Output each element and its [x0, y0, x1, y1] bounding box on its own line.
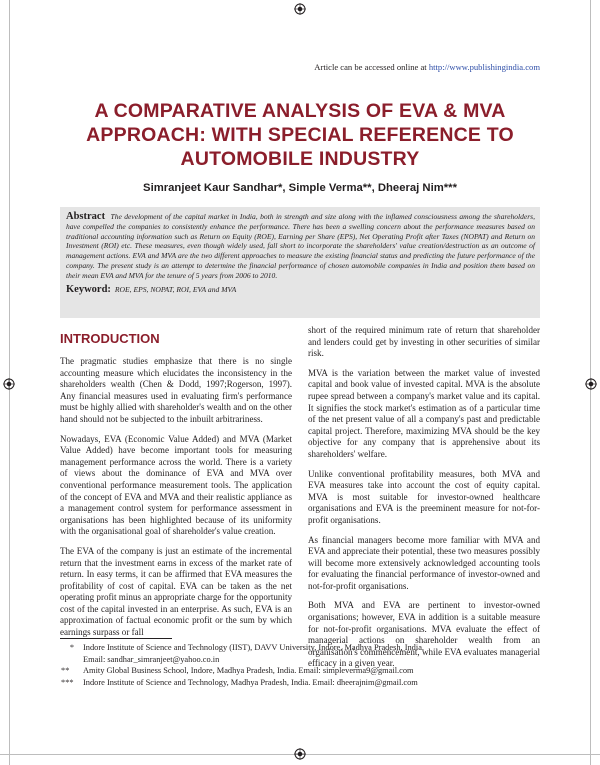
access-line	[314, 62, 540, 72]
footnote-mark: **	[61, 666, 70, 675]
footnote	[60, 642, 540, 665]
keywords-line	[66, 284, 535, 295]
body-paragraph: short of the required minimum rate of return that shareholder and lenders could get by investing in other securities of similar risk.	[308, 325, 540, 359]
footnote-line: Amity Global Business School, Indore, Madhya Pradesh, India. Email: simpleverma9@gmail.com	[83, 666, 414, 675]
paper-title: A COMPARATIVE ANALYSIS OF EVA & MVA APPROACH: WITH SPECIAL REFERENCE TO AUTOMOBILE INDUSTRY	[86, 100, 514, 170]
footnote-line: Indore Institute of Science and Technology, Madhya Pradesh, India. Email: dheerajnim@gmail.com	[83, 677, 418, 687]
abstract-label: Abstract	[66, 211, 106, 222]
registration-mark-top-icon	[294, 3, 306, 15]
footnote-body	[83, 677, 418, 689]
body-paragraph: Both MVA and EVA are pertinent to investor-owned organisations; however, EVA in addition is a suitable measure for not-for-profit organisations. MVA evaluate the effect of managerial actions on shareholder wealth from an organisation's commencement, while EVA evaluates managerial efficacy in a given year.	[308, 600, 540, 669]
footnote	[60, 665, 540, 677]
access-link[interactable]: http://www.publishingindia.com	[428, 62, 540, 72]
registration-mark-bottom-icon	[294, 748, 306, 760]
body-paragraph: The pragmatic studies emphasize that there is no single accounting measure which elucidates the inconsistency in the shareholders wealth (Chen & Dodd, 1997;Rogerson, 1997). Any financial measures used in evaluating firm's performance must be highly allied with shareholder's wealth and on the other hand should not be subjected to the inbuilt arbitrariness.	[60, 356, 292, 424]
footnotes	[60, 642, 540, 688]
registration-mark-right-icon	[585, 378, 597, 390]
keywords-text: ROE, EPS, NOPAT, ROI, EVA and MVA	[114, 285, 237, 295]
body-paragraph: MVA is the variation between the market value of invested capital and book value of invested capital. MVA is the absolute rupee spread between a company's market value and its capital. It signifies the stock market's estimation as of a particular time of the net present value of all a company's past and predictable capital project. Therefore, maximizing MVA should be the key objective for any company that is apprehensive about its shareholders' welfare.	[308, 367, 540, 459]
body-paragraph: As financial managers become more familiar with MVA and EVA and appreciate their potential, these two measures possibly will become more extensively acknowledged accounting tools for evaluating the financial performance of investor-owned and not-for-profit organisations.	[308, 534, 540, 591]
footnote	[60, 677, 540, 689]
left-column	[60, 356, 292, 647]
registration-mark-left-icon	[3, 378, 15, 390]
body-paragraph: Unlike conventional profitability measures, both MVA and EVA measures take into account the cost of equity capital. MVA is most suitable for investor-owned healthcare organisations and EVA is the preeminent measure for not-for-profit organisations.	[308, 468, 540, 525]
abstract-text: The development of the capital market in India, both in strength and size along with the inflamed consciousness among the shareholders, have compelled the companies to consistently enhance the performance. There has been a swelling concern about the performance measures based on traditional accounting information such as Return on Equity (ROE), Earning per Share (EPS), Net Operating Profit after Taxes (NOPAT) and Return on Investment (ROI) etc. These measures, even though widely used, fall short to incorporate the shareholders' value creation/destruction as an outcome of management actions. EVA and MVA are the two different approaches to measure the existing financial status and predicting the future performance of the company. The present study is an attempt to determine the financial performance of chosen automobile companies in India and position them based on their mean EVA and MVA for the tenure of 5 years from 2006 to 2010.	[66, 212, 535, 280]
body-paragraph: The EVA of the company is just an estimate of the incremental return that the investment earns in excess of the market rate of return. In easy terms, it can be affirmed that EVA measures the profitability of cost of capital. EVA can be taken as the net operating profit minus an appropriate charge for the opportunity cost of the capital invested in an enterprise. As such, EVA is an approximation of factual economic profit or the sum by which earnings surpass or fall	[60, 545, 292, 638]
author-list: Simranjeet Kaur Sandhar*, Simple Verma**, Dheeraj Nim***	[143, 182, 457, 194]
body-paragraph: Nowadays, EVA (Economic Value Added) and MVA (Market Value Added) have become important tools for measuring management performance across the world. There is a variety of views about the dominance of EVA and MVA over conventional performance measurement tools. The application of the concept of EVA and MVA and their realistic appliance as a management control system for performance assessment in organisations has been highlighted because of its uniformity with the organisational goal of shareholder's value creation.	[60, 433, 292, 537]
right-column	[308, 325, 540, 678]
footnote-rule	[60, 638, 172, 639]
section-heading-introduction: INTRODUCTION	[60, 331, 160, 346]
access-text: Article can be accessed online at	[314, 62, 427, 72]
footnote-mark: ***	[61, 677, 74, 687]
footnote-line: Email: sandhar_simranjeet@yahoo.co.in	[83, 654, 220, 664]
footnote-mark: *	[69, 643, 75, 652]
keywords-label: Keyword:	[66, 284, 111, 296]
abstract-paragraph	[66, 212, 535, 280]
footnote-body	[83, 665, 414, 677]
footnote-body	[83, 642, 424, 665]
footnote-line: Indore Institute of Science and Technology (IIST), DAVV University, Indore, Madhya Pradesh, India.	[83, 643, 424, 652]
abstract-box	[60, 207, 540, 318]
